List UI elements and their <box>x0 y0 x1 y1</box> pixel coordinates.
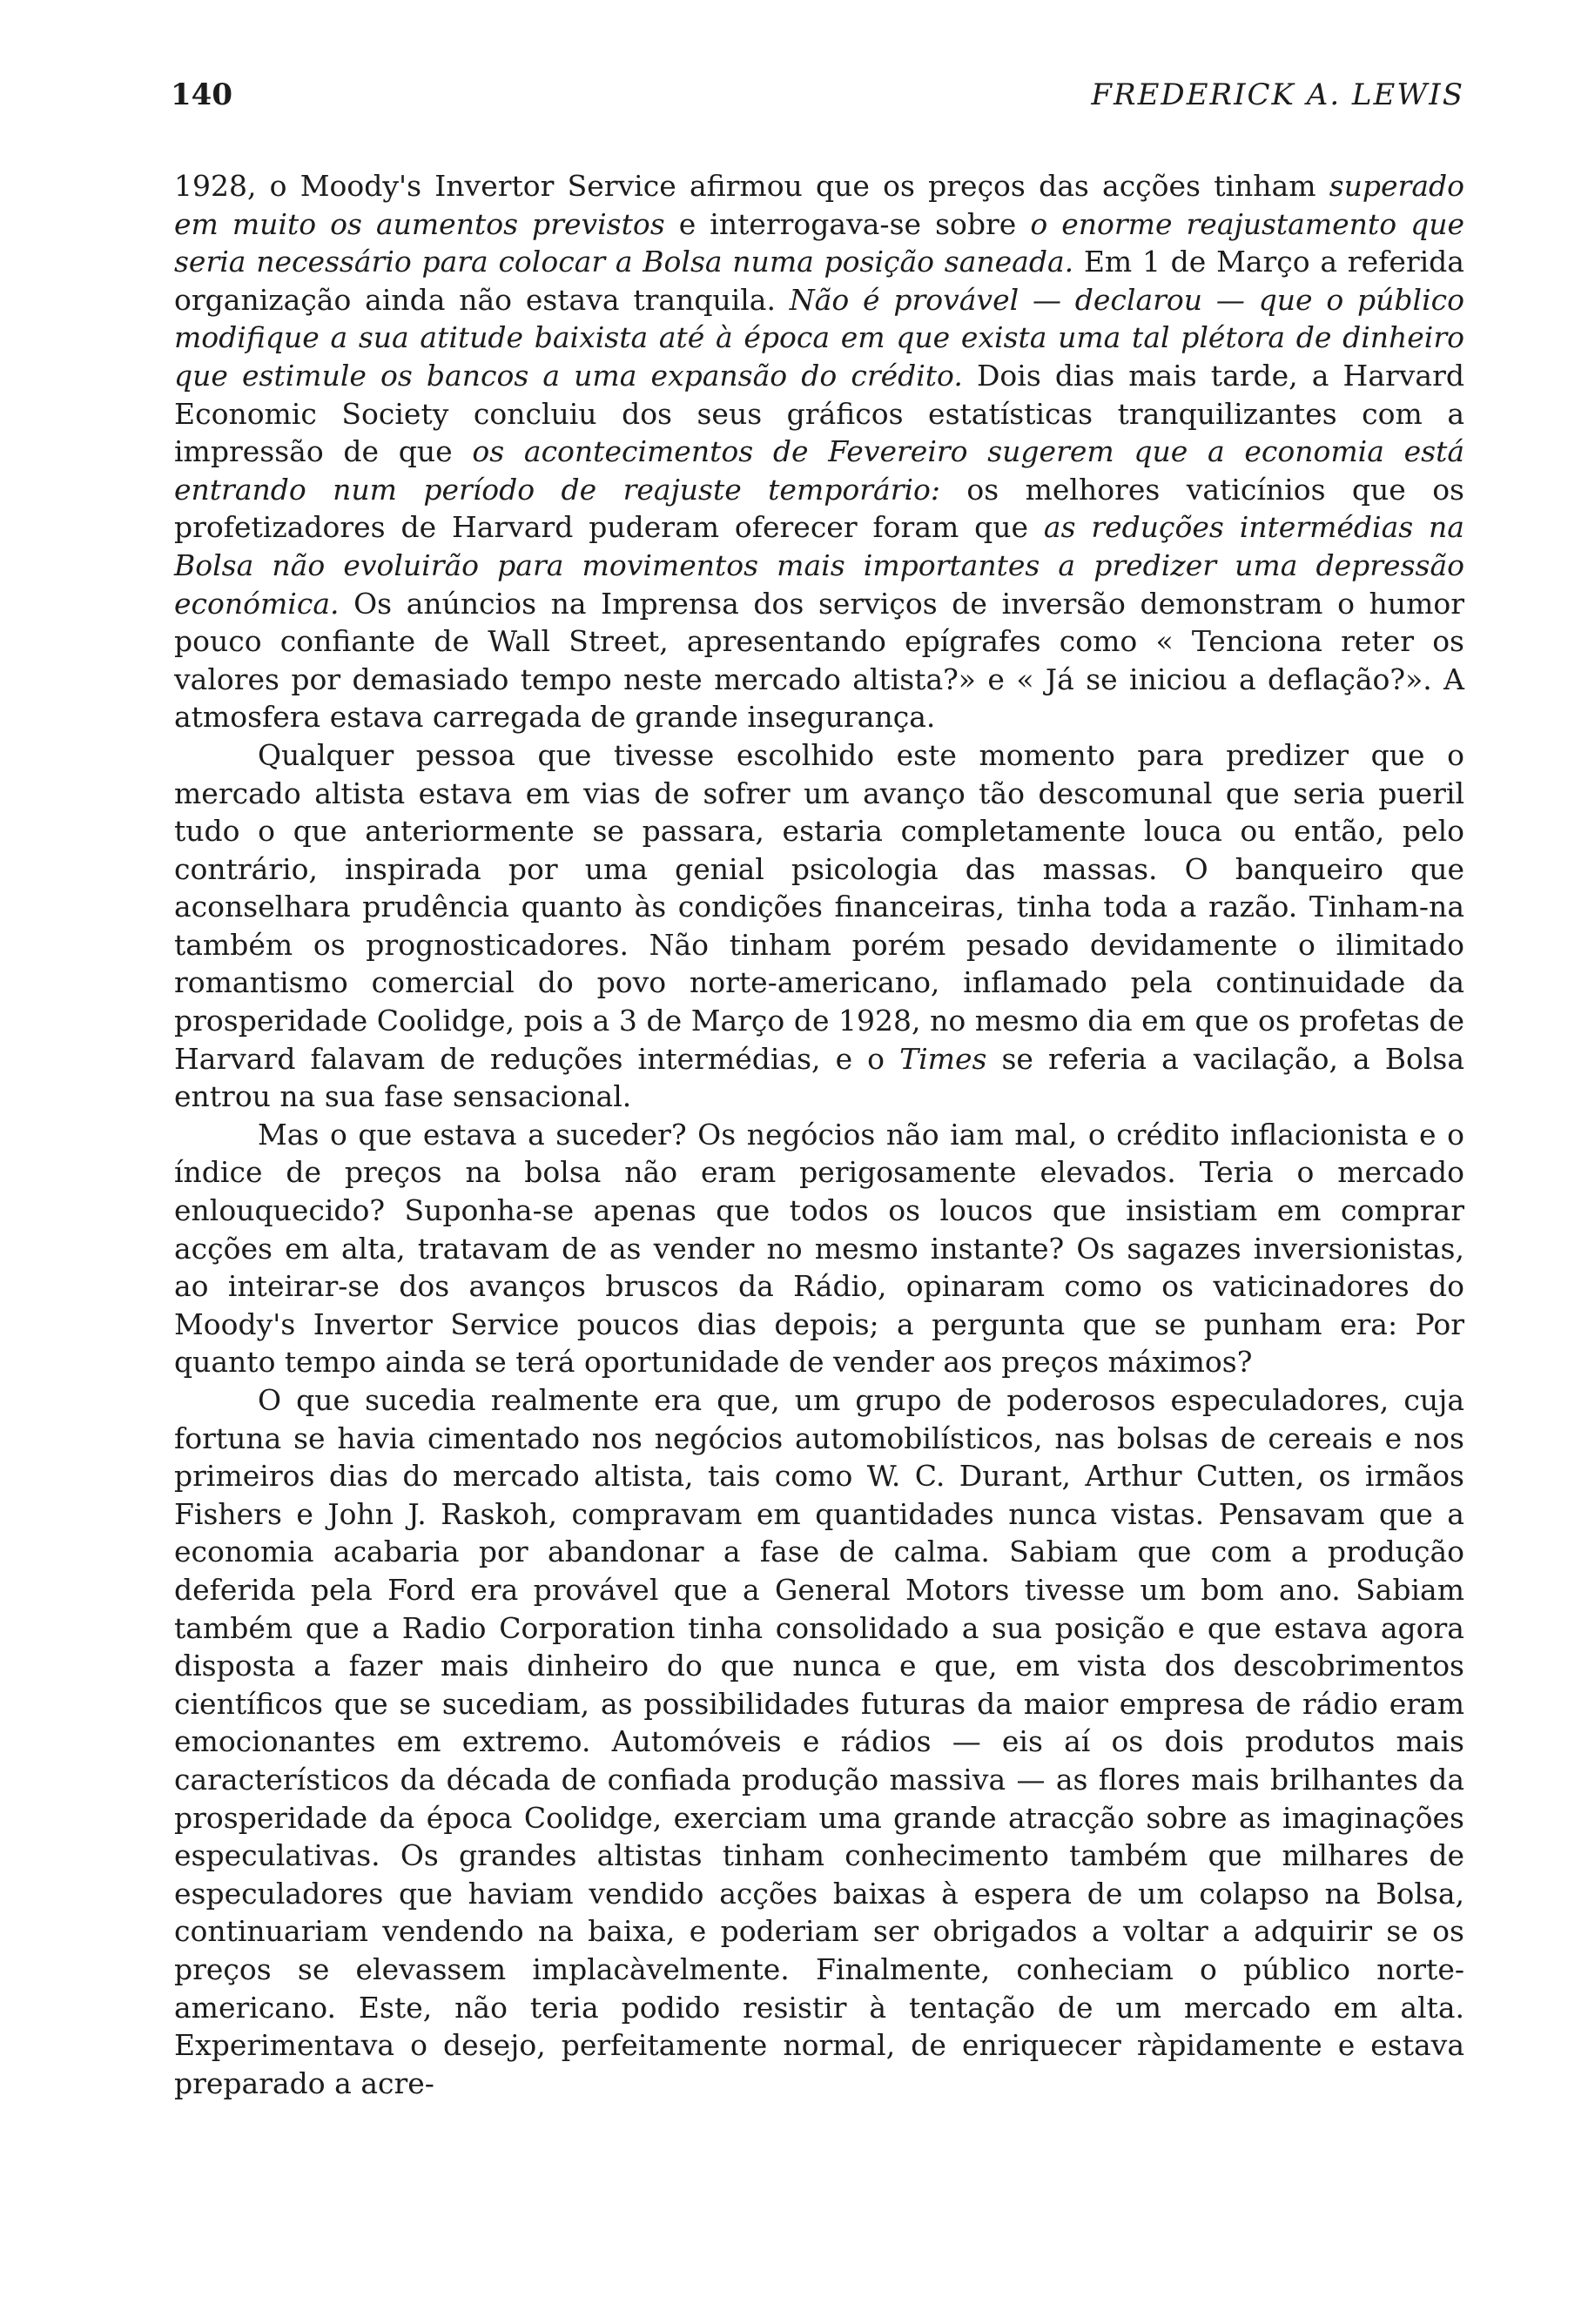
running-head: FREDERICK A. LEWIS <box>1091 77 1464 112</box>
italic-text-run: os acontecimentos de Fevereiro sugerem que a economia está entrando num período de reajuste temporário: <box>174 434 1465 507</box>
italic-text-run: as reduções intermédias na Bolsa não evoluirão para movimentos mais importantes a predizer uma depressão económica. <box>174 510 1464 621</box>
body-text <box>174 167 1464 2102</box>
italic-text-run: superado em muito os aumentos previstos <box>174 169 1464 241</box>
paragraph-2 <box>174 736 1464 1116</box>
page-header <box>171 73 1464 117</box>
text-run: Mas o que estava a suceder? Os negócios não iam mal, o crédito inflacionista e o índice de preços na bolsa não eram perigosamente elevados. Teria o mercado enlouquecido? Suponha-se apenas que todos os loucos que insistiam em comprar acções em alta, tratavam de as vender no mesmo instante? Os sagazes inversionistas, ao inteirar-se dos avanços bruscos da Rádio, opinaram como os vaticinadores do Moody's Invertor Service poucos dias depois; a pergunta que se punham era: Por quanto tempo ainda se terá oportunidade de vender aos preços máximos? <box>174 1117 1464 1380</box>
paragraph-1 <box>174 167 1464 736</box>
text-run: 1928, o Moody's Invertor Service afirmou que os preços das acções tinham <box>174 169 1329 203</box>
text-run: Qualquer pessoa que tivesse escolhido este momento para predizer que o mercado altista estava em vias de sofrer um avanço tão descomunal que seria pueril tudo o que anteriormente se passara, estaria completamente louca ou então, pelo contrário, inspirada por uma genial psicologia das massas. O banqueiro que aconselhara prudência quanto às condições financeiras, tinha toda a razão. Tinham-na também os prognosticadores. Não tinham porém pesado devidamente o ilimitado romantismo comercial do povo norte-americano, inflamado pela continuidade da prosperidade Coolidge, pois a 3 de Março de 1928, no mesmo dia em que os profetas de Harvard falavam de reduções intermédias, e o <box>174 737 1464 1076</box>
italic-text-run: Não é provável — declarou — que o público modifique a sua atitude baixista até à época em que exista uma tal plétora de dinheiro que estimule os bancos a uma expansão do crédito. <box>174 282 1464 393</box>
text-run: Dois dias mais tarde, a Harvard Economic Society concluiu dos seus gráficos estatísticas tranquilizantes com a impressão de que <box>174 358 1464 469</box>
text-run: Os anúncios na Imprensa dos serviços de inversão demonstram o humor pouco confiante de Wall Street, apresentando epígrafes como « Tenciona reter os valores por demasiado tempo neste mercado altista?» e « Já se iniciou a deflação?». A atmosfera estava carregada de grande insegurança. <box>174 586 1464 735</box>
page-number: 140 <box>171 77 232 112</box>
text-run: e interrogava-se sobre <box>664 206 1031 241</box>
italic-text-run: o enorme reajustamento que seria necessário para colocar a Bolsa numa posição saneada. <box>174 206 1465 279</box>
paragraph-4 <box>174 1381 1464 2102</box>
text-run: Em 1 de Março a referida organização ainda não estava tranquila. <box>174 245 1464 317</box>
paragraph-3 <box>174 1116 1464 1381</box>
text-run: se referia a vacilação, a Bolsa entrou na sua fase sensacional. <box>174 1041 1464 1114</box>
italic-text-run: Times <box>899 1041 987 1076</box>
text-run: O que sucedia realmente era que, um grupo de poderosos especuladores, cuja fortuna se havia cimentado nos negócios automobilísticos, nas bolsas de cereais e nos primeiros dias do mercado altista, tais como W. C. Durant, Arthur Cutten, os irmãos Fishers e John J. Raskoh, compravam em quantidades nunca vistas. Pensavam que a economia acabaria por abandonar a fase de calma. Sabiam que com a produção deferida pela Ford era provável que a General Motors tivesse um bom ano. Sabiam também que a Radio Corporation tinha consolidado a sua posição e que estava agora disposta a fazer mais dinheiro do que nunca e que, em vista dos descobrimentos científicos que se sucediam, as possibilidades futuras da maior empresa de rádio eram emocionantes em extremo. Automóveis e rádios — eis aí os dois produtos mais característicos da década de confiada produção massiva — as flores mais brilhantes da prosperidade da época Coolidge, exerciam uma grande atracção sobre as imaginações especulativas. Os grandes altistas tinham conhecimento também que milhares de especuladores que haviam vendido acções baixas à espera de um colapso na Bolsa, continuariam vendendo na baixa, e poderiam ser obrigados a voltar a adquirir se os preços se elevassem implacàvelmente. Finalmente, conheciam o público norte-americano. Este, não teria podido resistir à tentação de um mercado em alta. Experimentava o desejo, perfeitamente normal, de enriquecer ràpidamente e estava preparado a acre- <box>174 1383 1464 2100</box>
text-run: os melhores vaticínios que os profetizadores de Harvard puderam oferecer foram que <box>174 472 1464 545</box>
